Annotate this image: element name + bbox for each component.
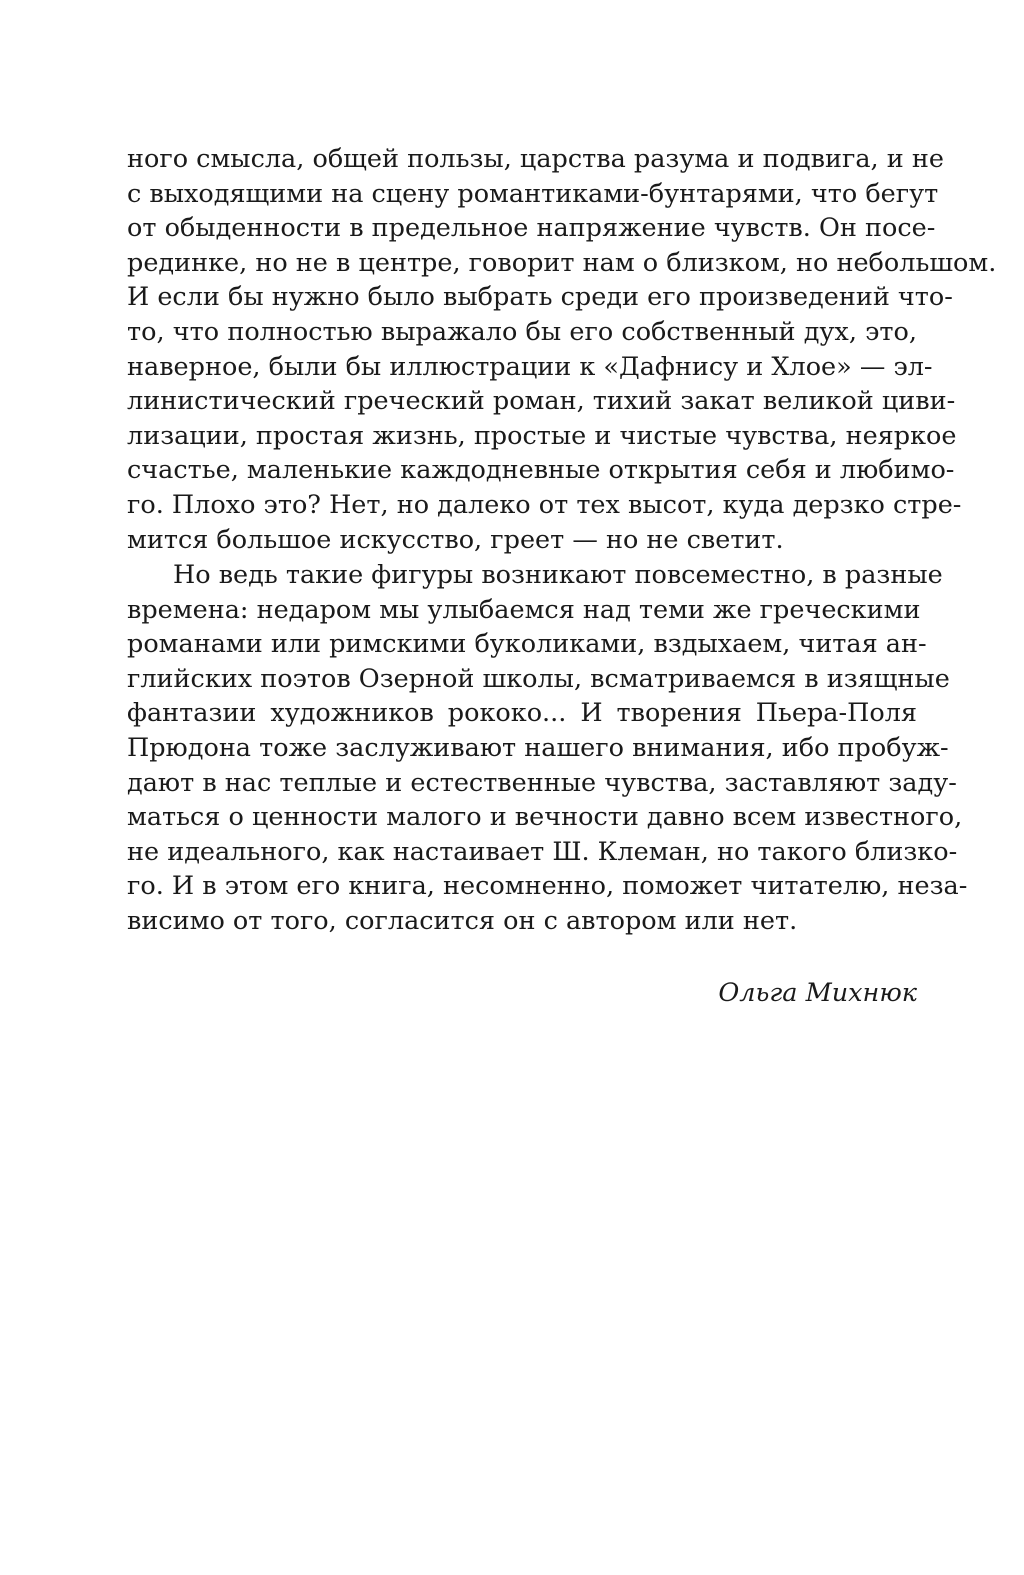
text-line: ного смысла, общей пользы, царства разума и подвига, и не (127, 144, 944, 174)
text-line: рединке, но не в центре, говорит нам о близком, но небольшом. (127, 247, 997, 278)
text-line: лизации, простая жизнь, простые и чистые чувства, неяркое (127, 420, 957, 451)
text-line: маться о ценности малого и вечности давно всем известного, (127, 802, 963, 833)
text-line: наверное, были бы иллюстрации к «Дафнису и Хлое» — эл- (127, 351, 933, 382)
text-line: го. Плохо это? Нет, но далеко от тех высот, куда дерзко стре- (127, 489, 962, 520)
text-line: с выходящими на сцену романтиками-бунтарями, что бегут (127, 178, 939, 209)
text-line: романами или римскими буколиками, вздыхаем, читая ан- (127, 629, 927, 660)
text-line: И если бы нужно было выбрать среди его произведений что- (127, 282, 953, 313)
text-line: Прюдона тоже заслуживают нашего внимания, ибо пробуж- (127, 732, 949, 763)
text-line: не идеального, как настаивает Ш. Клеман, но такого близко- (127, 836, 958, 867)
text-line: то, что полностью выражало бы его собственный дух, это, (127, 316, 917, 347)
text-line: го. И в этом его книга, несомненно, поможет читателю, неза- (127, 871, 968, 902)
paragraph-1 (127, 142, 997, 557)
text-line: глийских поэтов Озерной школы, всматриваемся в изящные (127, 663, 950, 694)
text-line: фантазии художников рококо... И творения Пьера-Поля (127, 698, 917, 729)
text-line: мится большое искусство, греет — но не светит. (127, 524, 784, 555)
text-line: счастье, маленькие каждодневные открытия себя и любимо- (127, 455, 955, 486)
text-line: висимо от того, согласится он с автором или нет. (127, 905, 798, 936)
text-line: Но ведь такие фигуры возникают повсеместно, в разные (173, 560, 943, 590)
text-line: линистический греческий роман, тихий закат великой циви- (127, 386, 956, 417)
text-line: времена: недаром мы улыбаемся над теми же греческими (127, 594, 921, 625)
text-line: дают в нас теплые и естественные чувства, заставляют заду- (127, 767, 957, 798)
author-signature: Ольга Михнюк (718, 978, 917, 1008)
text-line: от обыденности в предельное напряжение чувств. Он посе- (127, 213, 936, 244)
paragraph-2 (127, 558, 968, 939)
